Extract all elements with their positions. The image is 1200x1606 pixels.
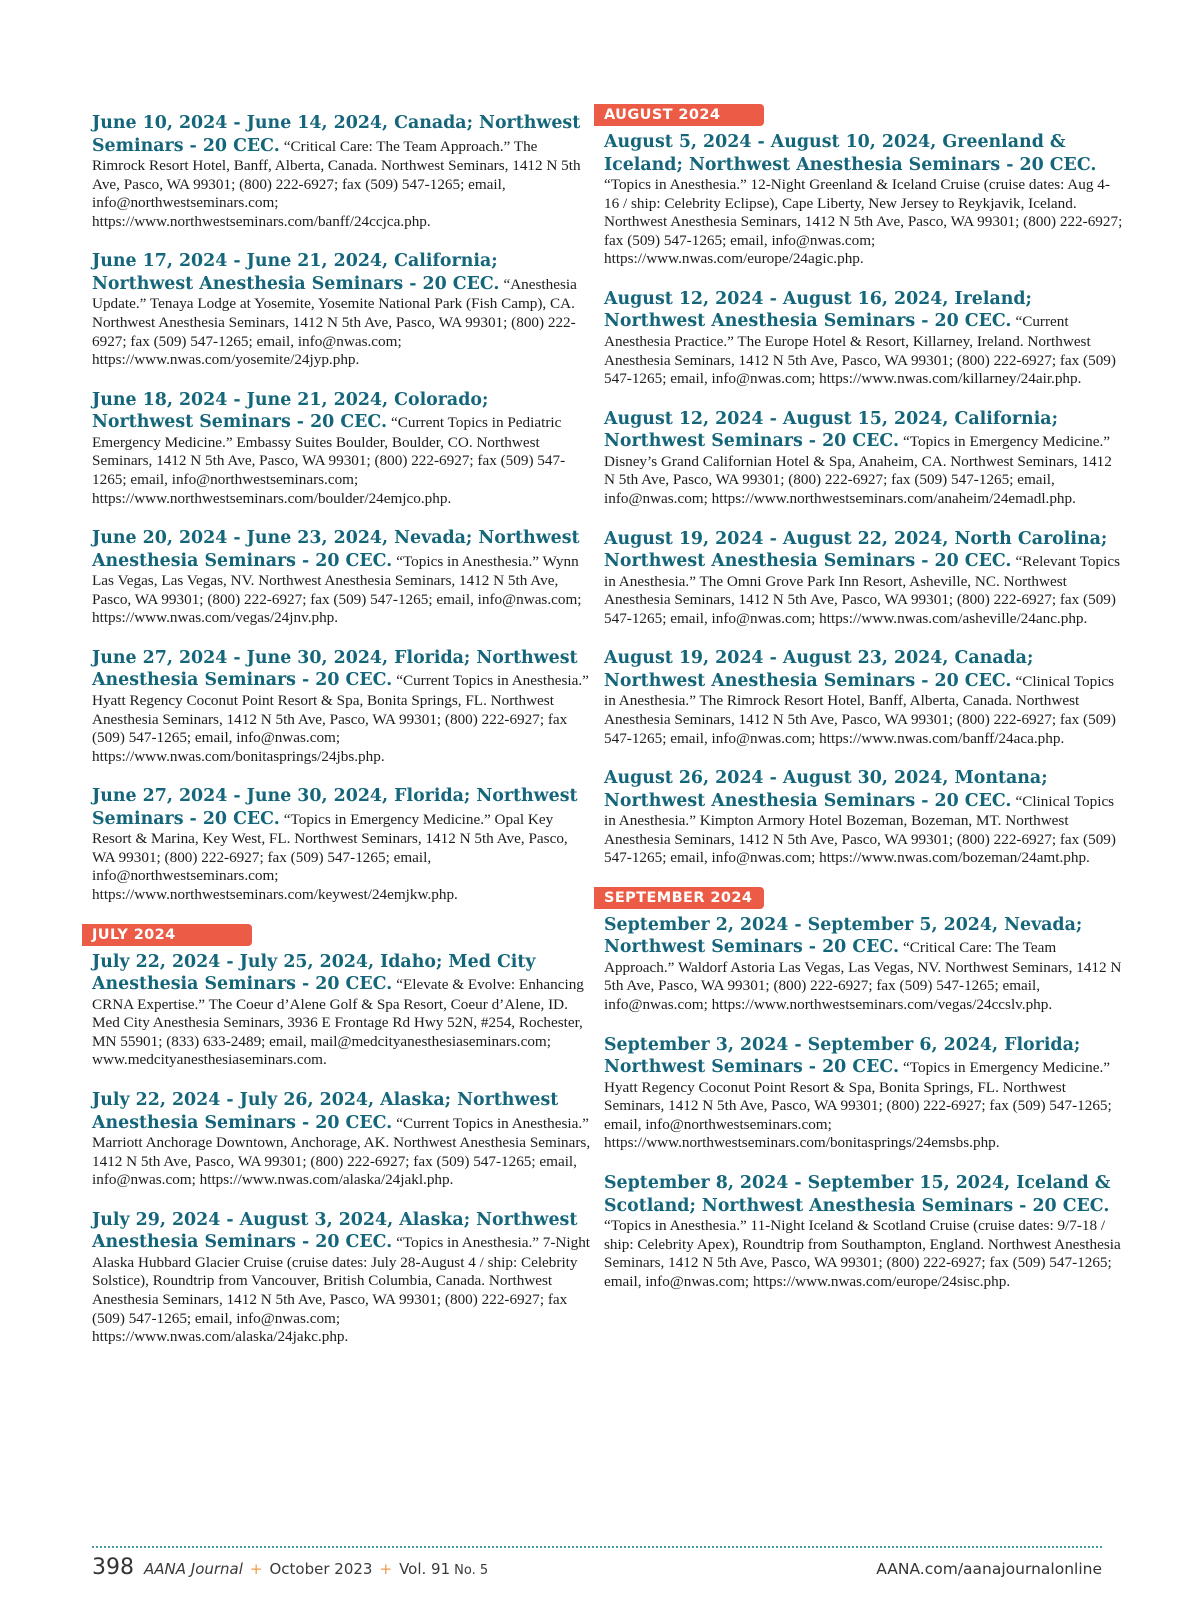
listing-heading: August 26, 2024 - August 30, 2024, Montana; Northwest Anesthesia Seminars - 20 CEC. (604, 768, 1048, 811)
footer-divider (92, 1546, 1102, 1548)
listing-details: “Topics in Anesthesia.” Wynn Las Vegas, Las Vegas, NV. Northwest Anesthesia Seminars, 1412 N 5th Ave, Pasco, WA 99301; (800) 222-6927; fax (509) 547-1265; email, info@nwas.com; https://www.nwas.com/vegas/24jnv.php. (92, 552, 582, 627)
listing-details: “Elevate & Evolve: Enhancing CRNA Expertise.” The Coeur d’Alene Golf & Spa Resort, Coeur d’Alene, ID. Med City Anesthesia Seminars, 3936 E Frontage Rd Hwy 52N, #254, Rochester, MN 55901; (833) 633-2489; email, mail@medcityanesthesiaseminars.com; www.medcityanesthesiaseminars.com. (92, 976, 584, 1069)
right-column (604, 104, 1124, 1310)
listing-details: “Relevant Topics in Anesthesia.” The Omni Grove Park Inn Resort, Asheville, NC. Northwest Anesthesia Seminars, 1412 N 5th Ave, Pasco, WA 99301; (800) 222-6927; fax (509) 547-1265; email, info@nwas.com; https://www.nwas.com/asheville/24anc.php. (604, 553, 1120, 627)
meeting-listing (92, 250, 592, 369)
listing-details: “Topics in Emergency Medicine.” Disney’s Grand Californian Hotel & Spa, Anaheim, CA. Northwest Seminars, 1412 N 5th Ave, Pasco, WA 99301; (800) 222-6927; fax (509) 547-1265; email, info@nwas.com; https://www.northwestseminars.com/anaheim/24emadl.php. (604, 433, 1112, 507)
listing-heading: July 29, 2024 - August 3, 2024, Alaska; Northwest Anesthesia Seminars - 20 CEC. (92, 1209, 578, 1253)
meeting-listing (92, 112, 592, 231)
listing-heading: June 20, 2024 - June 23, 2024, Nevada; Northwest Anesthesia Seminars - 20 CEC. (92, 528, 580, 571)
listing-details: “Topics in Anesthesia.” 7-Night Alaska Hubbard Glacier Cruise (cruise dates: July 28-August 4 / ship: Celebrity Solstice), Roundtrip from Vancouver, British Columbia, Canada. Northwest Anesthesia Seminars, 1412 N 5th Ave, Pasco, WA 99301; (800) 222-6927; fax (509) 547-1265; email, info@nwas.com; https://www.nwas.com/alaska/24jakc.php. (92, 1234, 591, 1346)
meeting-listing (604, 767, 1124, 868)
month-header: JULY 2024 (82, 924, 252, 946)
meeting-listing (604, 131, 1124, 269)
listing-details: “Anesthesia Update.” Tenaya Lodge at Yosemite, Yosemite National Park (Fish Camp), CA. Northwest Anesthesia Seminars, 1412 N 5th Ave, Pasco, WA 99301; (800) 222-6927; fax (509) 547-1265; email, info@nwas.com; https://www.nwas.com/yosemite/24jyp.php. (92, 275, 577, 369)
listing-details: “Critical Care: The Team Approach.” Waldorf Astoria Las Vegas, Las Vegas, NV. Northwest Seminars, 1412 N 5th Ave, Pasco, WA 99301; (800) 222-6927; fax (509) 547-1265; email, info@nwas.com; https://www.northwestseminars.com/vegas/24ccslv.php. (604, 939, 1122, 1014)
meeting-listing (604, 1034, 1124, 1153)
meeting-listing (604, 914, 1124, 1015)
listing-details: “Topics in Emergency Medicine.” Hyatt Regency Coconut Point Resort & Spa, Bonita Springs, FL. Northwest Seminars, 1412 N 5th Ave, Pasco, WA 99301; (800) 222-6927; fax (509) 547-1265; email, info@northwestseminars.com; https://www.northwestseminars.com/bonitasprings/24emsbs.php. (604, 1059, 1112, 1152)
meeting-listing (92, 785, 592, 904)
listing-heading: July 22, 2024 - July 26, 2024, Alaska; Northwest Anesthesia Seminars - 20 CEC. (92, 1090, 559, 1133)
month-header: AUGUST 2024 (594, 104, 764, 126)
listing-details: “Topics in Anesthesia.” 12-Night Greenland & Iceland Cruise (cruise dates: Aug 4-16 / ship: Celebrity Eclipse), Cape Liberty, New Jersey to Reykjavik, Iceland. Northwest Anesthesia Seminars, 1412 N 5th Ave, Pasco, WA 99301; (800) 222-6927; fax (509) 547-1265; email, info@nwas.com; https://www.nwas.com/europe/24agic.php. (604, 176, 1123, 268)
meeting-listing (92, 1089, 592, 1190)
footer-citation (92, 1555, 488, 1580)
listing-heading: August 12, 2024 - August 16, 2024, Ireland; Northwest Anesthesia Seminars - 20 CEC. (604, 288, 1032, 332)
meeting-listing (604, 408, 1124, 509)
listing-heading: June 10, 2024 - June 14, 2024, Canada; Northwest Seminars - 20 CEC. (92, 113, 581, 156)
listing-details: “Clinical Topics in Anesthesia.” The Rimrock Resort Hotel, Banff, Alberta, Canada. Northwest Anesthesia Seminars, 1412 N 5th Ave, Pasco, WA 99301; (800) 222-6927; fax (509) 547-1265; email, info@nwas.com; https://www.nwas.com/banff/24aca.php. (604, 672, 1116, 747)
plus-separator-1: + (249, 1560, 263, 1578)
issue-number: No. 5 (454, 1563, 489, 1578)
listing-details: “Current Anesthesia Practice.” The Europe Hotel & Resort, Killarney, Ireland. Northwest Anesthesia Seminars, 1412 N 5th Ave, Pasco, WA 99301; (800) 222-6927; fax (509) 547-1265; email, info@nwas.com; https://www.nwas.com/killarney/24air.php. (604, 313, 1116, 388)
listing-heading: June 27, 2024 - June 30, 2024, Florida; Northwest Seminars - 20 CEC. (92, 786, 578, 829)
listing-details: “Critical Care: The Team Approach.” The Rimrock Resort Hotel, Banff, Alberta, Canada. Northwest Seminars, 1412 N 5th Ave, Pasco, WA 99301; (800) 222-6927; fax (509) 547-1265; email, info@northwestseminars.com; https://www.northwestseminars.com/banff/24ccjca.php. (92, 137, 581, 230)
listing-heading: August 12, 2024 - August 15, 2024, California; Northwest Seminars - 20 CEC. (604, 408, 1058, 452)
journal-website: AANA.com/aanajournalonline (876, 1560, 1102, 1578)
meeting-listing (604, 528, 1124, 629)
left-listings (92, 112, 592, 1347)
meeting-listing (604, 1172, 1124, 1291)
listing-heading: June 17, 2024 - June 21, 2024, California; Northwest Anesthesia Seminars - 20 CEC. (92, 251, 500, 294)
listing-heading: June 18, 2024 - June 21, 2024, Colorado; Northwest Seminars - 20 CEC. (92, 389, 489, 433)
listing-heading: August 19, 2024 - August 22, 2024, North Carolina; Northwest Anesthesia Seminars - 20 CEC. (604, 528, 1108, 572)
listing-heading: September 2, 2024 - September 5, 2024, Nevada; Northwest Seminars - 20 CEC. (604, 914, 1083, 958)
page-footer (92, 1555, 1102, 1585)
volume: Vol. 91 (399, 1560, 451, 1578)
listing-details: “Current Topics in Pediatric Emergency Medicine.” Embassy Suites Boulder, Boulder, CO. Northwest Seminars, 1412 N 5th Ave, Pasco, WA 99301; (800) 222-6927; fax (509) 547-1265; email, info@northwestseminars.com; https://www.northwestseminars.com/boulder/24emjco.php. (92, 414, 566, 507)
listing-details: “Current Topics in Anesthesia.” Marriott Anchorage Downtown, Anchorage, AK. Northwest Anesthesia Seminars, 1412 N 5th Ave, Pasco, WA 99301; (800) 222-6927; fax (509) 547-1265; email, info@nwas.com; https://www.nwas.com/alaska/24jakl.php. (92, 1114, 591, 1189)
listing-heading: September 3, 2024 - September 6, 2024, Florida; Northwest Seminars - 20 CEC. (604, 1034, 1081, 1078)
right-listings (604, 104, 1124, 1291)
listing-heading: August 19, 2024 - August 23, 2024, Canada; Northwest Anesthesia Seminars - 20 CEC. (604, 648, 1034, 691)
meeting-listing (92, 389, 592, 508)
issue-date: October 2023 (269, 1560, 373, 1578)
left-column (92, 104, 592, 1366)
plus-separator-2: + (379, 1560, 393, 1578)
listing-heading: August 5, 2024 - August 10, 2024, Greenland & Iceland; Northwest Anesthesia Seminars - 20 CEC. (604, 132, 1097, 175)
month-header: SEPTEMBER 2024 (594, 887, 764, 909)
meeting-listing (92, 1209, 592, 1347)
meeting-listing (92, 527, 592, 628)
page-number: 398 (92, 1555, 134, 1580)
journal-name: AANA Journal (144, 1560, 243, 1578)
listing-details: “Current Topics in Anesthesia.” Hyatt Regency Coconut Point Resort & Spa, Bonita Springs, FL. Northwest Anesthesia Seminars, 1412 N 5th Ave, Pasco, WA 99301; (800) 222-6927; fax (509) 547-1265; email, info@nwas.com; https://www.nwas.com/bonitasprings/24jbs.php. (92, 672, 589, 765)
listing-details: “Topics in Emergency Medicine.” Opal Key Resort & Marina, Key West, FL. Northwest Seminars, 1412 N 5th Ave, Pasco, WA 99301; (800) 222-6927; fax (509) 547-1265; email, info@northwestseminars.com; https://www.northwestseminars.com/keywest/24emjkw.php. (92, 810, 568, 904)
meeting-listing (604, 647, 1124, 748)
meeting-listing (604, 288, 1124, 389)
listing-heading: July 22, 2024 - July 25, 2024, Idaho; Med City Anesthesia Seminars - 20 CEC. (92, 951, 536, 995)
listing-details: “Topics in Anesthesia.” 11-Night Iceland & Scotland Cruise (cruise dates: 9/7-18 / ship: Celebrity Apex), Roundtrip from Southampton, England. Northwest Anesthesia Seminars, 1412 N 5th Ave, Pasco, WA 99301; (800) 222-6927; fax (509) 547-1265; email, info@nwas.com; https://www.nwas.com/europe/24sisc.php. (604, 1217, 1121, 1290)
listing-heading: June 27, 2024 - June 30, 2024, Florida; Northwest Anesthesia Seminars - 20 CEC. (92, 647, 578, 691)
meeting-listing (92, 951, 592, 1070)
listing-details: “Clinical Topics in Anesthesia.” Kimpton Armory Hotel Bozeman, Bozeman, MT. Northwest Anesthesia Seminars, 1412 N 5th Ave, Pasco, WA 99301; (800) 222-6927; fax (509) 547-1265; email, info@nwas.com; https://www.nwas.com/bozeman/24amt.php. (604, 792, 1116, 867)
meeting-listing (92, 647, 592, 766)
listing-heading: September 8, 2024 - September 15, 2024, Iceland & Scotland; Northwest Anesthesia Seminars - 20 CEC. (604, 1173, 1111, 1216)
